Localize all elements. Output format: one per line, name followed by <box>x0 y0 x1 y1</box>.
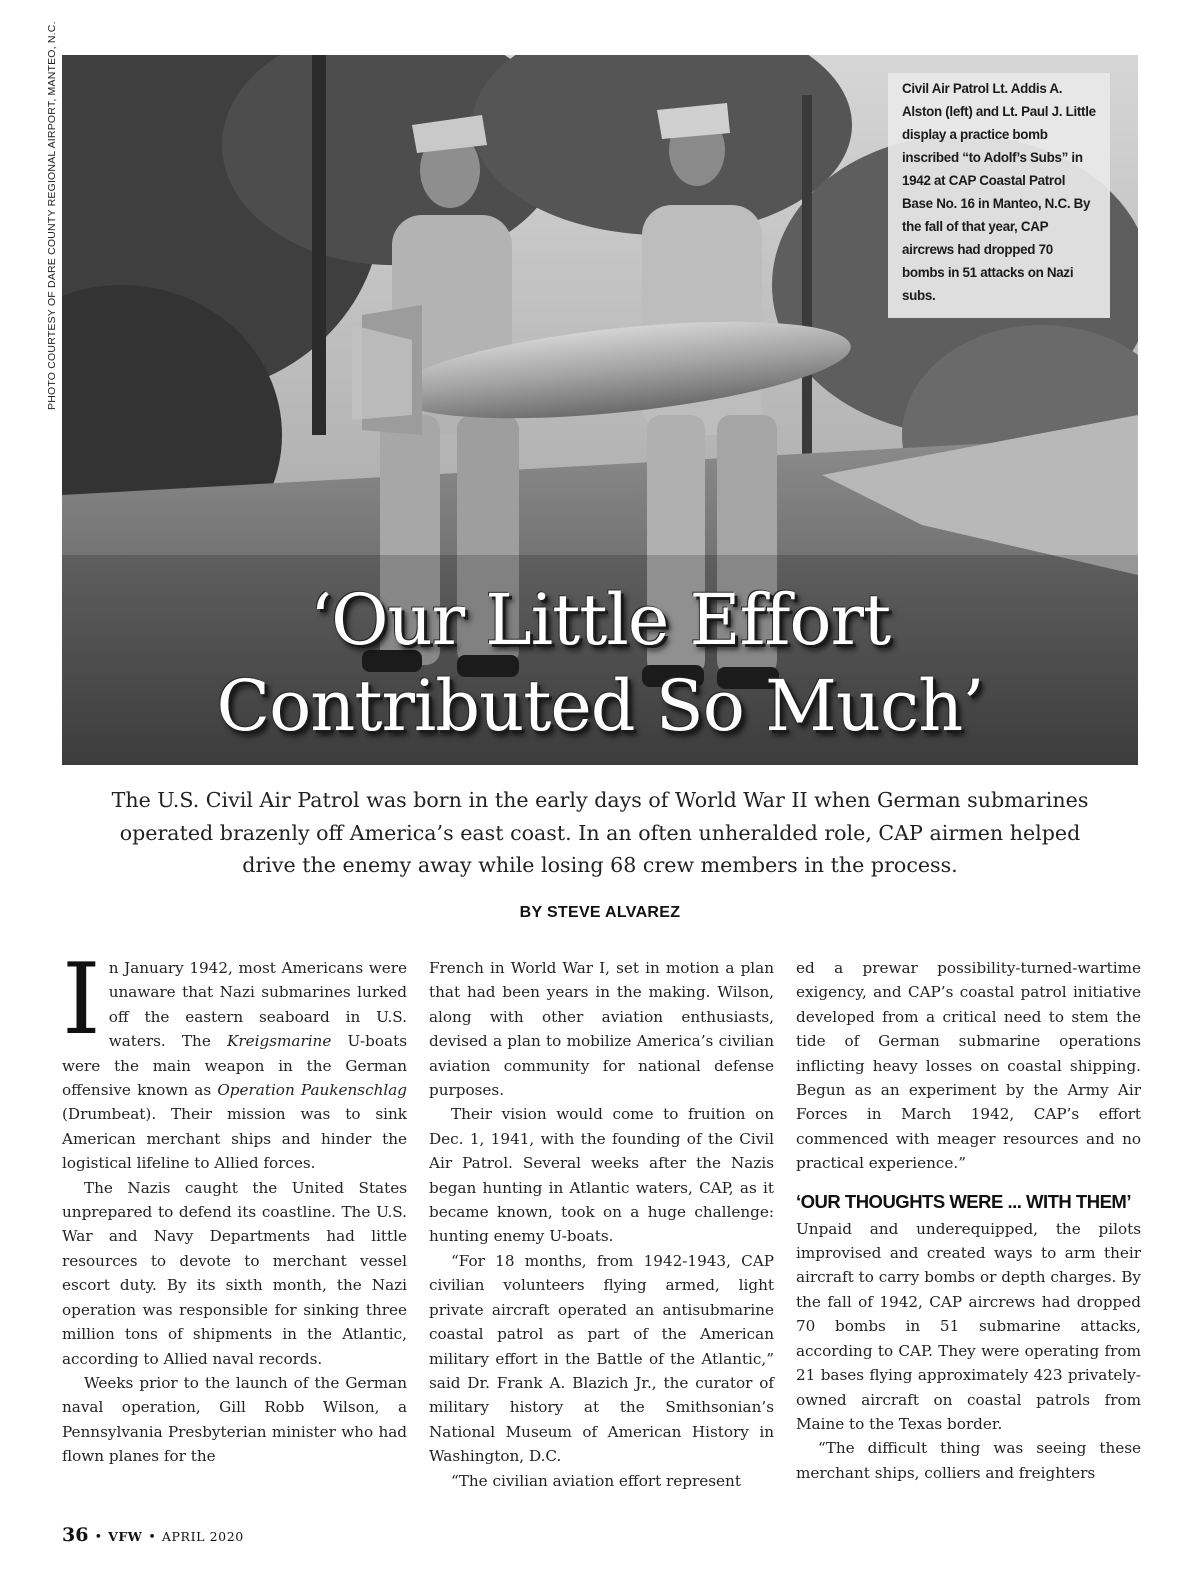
photo-caption: Civil Air Patrol Lt. Addis A. Alston (left) and Lt. Paul J. Little display a practice bomb inscribed “to Adolf’s Subs” in 1942 at CAP Coastal Patrol Base No. 16 in Manteo, N.C. By the fall of that year, CAP aircrews had dropped 70 bombs in 51 attacks on Nazi subs. <box>888 73 1110 318</box>
paragraph <box>62 943 408 1176</box>
headline <box>62 577 1138 749</box>
paragraph: “For 18 months, from 1942-1943, CAP civilian volunteers flying armed, light private aircraft operated an antisubmarine coastal patrol as part of the American military effort in the Battle of the Atlantic,” said Dr. Frank A. Blazich Jr., the curator of military history at the Smithsonian’s National Museum of American History in Washington, D.C. <box>429 1251 774 1466</box>
paragraph-text: n January 1942, most Americans were unaware that Nazi submarines lurked off the eastern seaboard in U.S. waters. The <box>108 959 407 1051</box>
hero-photo <box>62 55 1138 765</box>
paragraph-text: (Drumbeat). Their mission was to sink American merchant ships and hinder the logistical lifeline to Allied forces. <box>62 1105 407 1173</box>
paragraph: Their vision would come to fruition on Dec. 1, 1941, with the founding of the Civil Air Patrol. Several weeks after the Nazis began hunting in Atlantic waters, CAP, as it became known, took on a huge challenge: hunting enemy U-boats. <box>429 1105 774 1246</box>
paragraph: The Nazis caught the United States unprepared to defend its coastline. The U.S. War and Navy Departments had little resources to devote to merchant vessel escort duty. By its sixth month, the Nazi operation was responsible for sinking three million tons of shipments in the Atlantic, according to Allied naval records. <box>62 1178 407 1368</box>
emphasis-text: Kreigsmarine <box>227 1032 332 1051</box>
page-number: 36 <box>62 1524 89 1546</box>
publication-name: VFW <box>108 1529 143 1544</box>
paragraph: “The civilian aviation effort represent <box>451 1471 741 1490</box>
drop-cap: I <box>62 943 101 1057</box>
section-subhead: ‘OUR THOUGHTS WERE ... WITH THEM’ <box>796 1190 1131 1212</box>
article-column-3 <box>796 956 1141 1485</box>
paragraph: French in World War I, set in motion a plan that had been years in the making. Wilson, along with other aviation enthusiasts, devised a plan to mobilize America’s civilian aviation community for national defense purposes. <box>429 959 774 1100</box>
footer-separator: • <box>94 1530 103 1545</box>
issue-date: APRIL 2020 <box>161 1529 244 1544</box>
deck: The U.S. Civil Air Patrol was born in the early days of World War II when German submarines operated brazenly off America’s east coast. In an often unheralded role, CAP airmen helped drive the enemy away while losing 68 crew members in the process. <box>111 788 1089 877</box>
photo-credit: PHOTO COURTESY OF DARE COUNTY REGIONAL AIRPORT, MANTEO, N.C. <box>46 21 58 410</box>
headline-line-1: ‘Our Little Effort <box>309 579 891 661</box>
article-column-2 <box>429 956 774 1493</box>
paragraph: ed a prewar possibility-turned-wartime exigency, and CAP’s coastal patrol initiative developed from a critical need to stem the tide of German submarine operations inflicting heavy losses on coastal shipping. Begun as an experiment by the Army Air Forces in March 1942, CAP’s effort commenced with meager resources and no practical experience.” <box>796 959 1141 1173</box>
byline: BY STEVE ALVAREZ <box>519 904 681 921</box>
footer-separator: • <box>148 1530 156 1545</box>
headline-line-2: Contributed So Much’ <box>216 665 984 747</box>
paragraph-text: U-boats were the main weapon in the German offensive known as <box>62 1032 407 1100</box>
paragraph: Weeks prior to the launch of the German naval operation, Gill Robb Wilson, a Pennsylvania Presbyterian minister who had flown planes for the <box>62 1373 407 1466</box>
paragraph: “The difficult thing was seeing these merchant ships, colliers and freighters <box>796 1439 1141 1482</box>
emphasis-text: Operation Paukenschlag <box>217 1081 408 1100</box>
paragraph: Unpaid and underequipped, the pilots improvised and created ways to arm their aircraft to carry bombs or depth charges. By the fall of 1942, CAP aircrews had dropped 70 bombs in 51 submarine attacks, according to CAP. They were operating from 21 bases flying approximately 423 privately-owned aircraft on coastal patrols from Maine to the Texas border. <box>796 1219 1141 1433</box>
article-column-1 <box>62 943 408 1469</box>
page-footer <box>62 1524 244 1546</box>
